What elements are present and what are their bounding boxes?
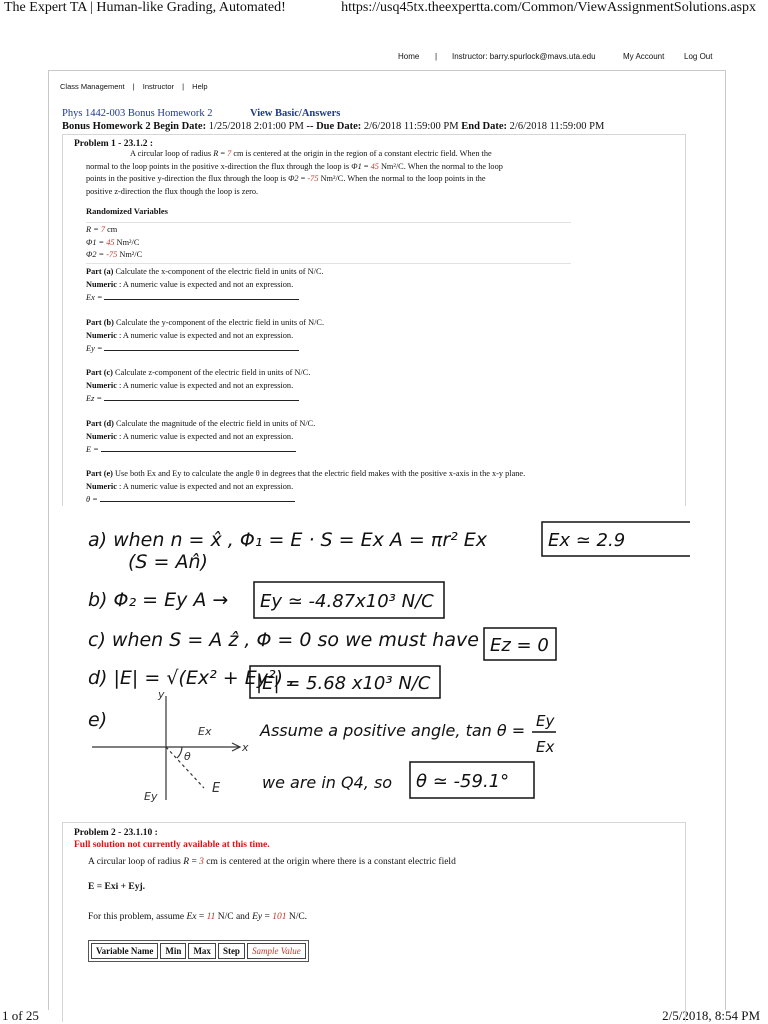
numeric-text: : A numeric value is expected and not an expression. (118, 330, 294, 340)
solution-c-line: c) when S = A ẑ , Φ = 0 so we must have (88, 629, 479, 651)
randomized-variables-list (86, 224, 142, 262)
equals: = (191, 857, 197, 867)
handwritten-solution (80, 488, 690, 808)
print-timestamp: 2/5/2018, 8:54 PM (662, 1008, 760, 1023)
part-label: Part (c) (86, 368, 113, 377)
divider (86, 222, 571, 223)
var-symbol: R (183, 857, 190, 867)
var-value: 45 (370, 161, 379, 171)
statement-text: A circular loop of radius (88, 857, 181, 867)
due-date: 2/6/2018 11:59:00 PM (363, 121, 459, 132)
var-unit: cm (107, 225, 118, 234)
solution-a-note: (S = An̂) (128, 551, 208, 573)
statement-text: points in the positive y-direction the flux through the loop is (86, 174, 287, 184)
nav-separator: | (182, 82, 185, 91)
field-vector-label: E (212, 781, 221, 796)
part-label: Part (d) (86, 419, 114, 428)
var-value: 7 (100, 225, 105, 234)
help-link[interactable]: Help (192, 82, 208, 91)
equals: = (363, 161, 369, 171)
answer-blank[interactable] (101, 443, 296, 452)
var-value: -75 (106, 250, 118, 260)
solution-e-text: Assume a positive angle, tan θ = (260, 721, 526, 740)
table-header: Step (218, 943, 245, 959)
var-value: 7 (227, 149, 232, 158)
divider (86, 263, 571, 264)
equals: = (198, 912, 205, 922)
var-value: 101 (272, 912, 287, 922)
print-url: https://usq45tx.theexpertta.com/Common/ViewAssignmentSolutions.aspx (341, 0, 756, 15)
part-label: Part (e) (86, 469, 113, 478)
statement-text: Nm²/C. When the normal to the loop points in the (320, 174, 486, 184)
var-symbol: R (213, 149, 219, 158)
fraction-numerator: Ey (536, 712, 555, 730)
equals: = (300, 174, 306, 184)
answer-a: Ex ≃ 2.9 (548, 530, 626, 551)
part-b (86, 317, 586, 356)
end-date: 2/6/2018 11:59:00 PM (509, 121, 605, 132)
problem-1-title: Problem 1 - 23.1.2 : (74, 139, 153, 149)
part-text: Calculate z-component of the electric field in units of N/C. (115, 368, 311, 377)
answer-e: θ ≃ -59.1° (416, 771, 510, 792)
var-unit: Nm²/C (119, 250, 143, 260)
print-page-count: 1 of 25 (2, 1008, 39, 1023)
numeric-label: Numeric (86, 431, 117, 441)
logout-link[interactable]: Log Out (684, 52, 713, 61)
equals: = (264, 912, 270, 922)
end-label: End Date: (461, 121, 508, 132)
var-symbol: Φ2 (288, 174, 299, 184)
problem-2-statement (88, 857, 456, 867)
solution-e-quadrant: we are in Q4, so (262, 773, 393, 792)
nav-separator: | (435, 52, 438, 61)
part-text: Calculate the y-component of the electric field in units of N/C. (115, 318, 325, 327)
part-c (86, 367, 586, 406)
part-text: Use both Ex and Ey to calculate the angle θ in degrees that the electric field makes with the positive x-axis in the x-y plane. (115, 469, 526, 478)
view-basic-answers-link[interactable]: View Basic/Answers (250, 108, 341, 119)
solution-unavailable-warning: Full solution not currently available at this time. (74, 840, 270, 850)
statement-text: cm is centered at the origin where there is a constant electric field (206, 857, 456, 867)
var-symbol: Ex (186, 912, 197, 922)
due-label: -- Due Date: (306, 121, 362, 132)
var-value: -75 (307, 174, 319, 184)
part-d (86, 418, 586, 457)
answer-c: Ez = 0 (490, 635, 549, 656)
answer-blank[interactable] (104, 342, 299, 351)
statement-text: For this problem, assume (88, 912, 185, 922)
my-account-link[interactable]: My Account (623, 52, 665, 61)
part-label: Part (b) (86, 318, 114, 327)
part-a (86, 266, 586, 305)
var-symbol: Φ2 = (86, 250, 105, 260)
answer-d: |E| = 5.68 x10³ N/C (256, 673, 431, 694)
statement-text: normal to the loop points in the positive x-direction the flux through the loop is (86, 161, 350, 171)
var-symbol: R = (86, 225, 99, 234)
solution-b-line: b) Φ₂ = Ey A → (88, 589, 229, 611)
assignment-dates (62, 121, 604, 132)
answer-blank[interactable] (104, 291, 299, 300)
answer-blank[interactable] (104, 392, 299, 401)
axis-ey-label: Ey (144, 790, 158, 803)
numeric-label: Numeric (86, 481, 117, 491)
statement-text: Nm²/C. When the normal to the loop (380, 161, 503, 171)
instructor-menu-link[interactable]: Instructor (142, 82, 175, 91)
assignment-title[interactable]: Phys 1442-003 Bonus Homework 2 (62, 108, 213, 119)
var-symbol: Φ1 = (86, 237, 105, 247)
var-value: 11 (206, 912, 216, 922)
class-management-link[interactable]: Class Management (60, 82, 125, 91)
answer-var: θ = (86, 495, 98, 505)
print-page-title: The Expert TA | Human-like Grading, Automated! (4, 0, 286, 15)
problem-1-statement (86, 148, 576, 198)
part-text: Calculate the x-component of the electric field in units of N/C. (115, 267, 324, 276)
part-text: Calculate the magnitude of the electric field in units of N/C. (115, 419, 316, 428)
statement-text: positive z-direction the flux though the loop is zero. (86, 186, 259, 196)
home-link[interactable]: Home (398, 52, 420, 61)
numeric-label: Numeric (86, 279, 117, 289)
var-value: 45 (106, 237, 115, 247)
table-header: Min (160, 943, 186, 959)
axis-y-label: y (158, 688, 165, 701)
statement-text: N/C. (288, 912, 308, 922)
problem-2-title: Problem 2 - 23.1.10 : (74, 828, 158, 838)
problem-2-assumption (88, 912, 307, 922)
answer-var: Ey = (86, 344, 103, 354)
angle-arc (177, 747, 182, 758)
axis-ex-label: Ex (198, 725, 212, 738)
angle-label: θ (184, 750, 191, 763)
class-navigation (60, 82, 214, 91)
solution-e-label: e) (88, 709, 108, 731)
table-header: Variable Name (91, 943, 158, 959)
part-label: Part (a) (86, 267, 114, 276)
numeric-text: : A numeric value is expected and not an expression. (118, 279, 294, 289)
var-symbol: Φ1 (351, 161, 362, 171)
solution-d-line: d) |E| = √(Ex² + Ey²) , (88, 667, 296, 689)
statement-text: A circular loop of radius (130, 149, 212, 158)
answer-b: Ey ≃ -4.87x10³ N/C (260, 591, 434, 612)
begin-date: 1/25/2018 2:01:00 PM (208, 121, 304, 132)
numeric-text: : A numeric value is expected and not an expression. (118, 380, 294, 390)
var-unit: Nm²/C (116, 237, 140, 247)
equals: = (220, 149, 226, 158)
axis-x-label: x (242, 741, 249, 754)
table-header: Max (188, 943, 216, 959)
statement-text: cm is centered at the origin in the region of a constant electric field. When the (233, 149, 492, 158)
solution-a-line: a) when n = x̂ , Φ₁ = E · S = Ex A = πr² Ex (88, 529, 488, 551)
fraction-denominator: Ex (536, 738, 555, 756)
field-equation: E = Exi + Eyj. (88, 882, 146, 892)
instructor-link[interactable]: Instructor: barry.spurlock@mavs.uta.edu (452, 52, 596, 61)
statement-text: N/C and (217, 912, 250, 922)
answer-var: Ex = (86, 293, 103, 303)
answer-var: Ez = (86, 394, 102, 404)
numeric-label: Numeric (86, 380, 117, 390)
numeric-label: Numeric (86, 330, 117, 340)
var-symbol: Ey (252, 912, 263, 922)
answer-var: E = (86, 445, 99, 455)
numeric-text: : A numeric value is expected and not an expression. (118, 481, 294, 491)
var-value: 3 (199, 857, 204, 867)
randomized-variables-title: Randomized Variables (86, 206, 168, 216)
table-header: Sample Value (247, 943, 306, 959)
dates-prefix: Bonus Homework 2 Begin Date: (62, 121, 207, 132)
variables-table (88, 940, 309, 962)
nav-separator: | (132, 82, 135, 91)
problem-2-panel (62, 822, 686, 1022)
numeric-text: : A numeric value is expected and not an expression. (118, 431, 294, 441)
